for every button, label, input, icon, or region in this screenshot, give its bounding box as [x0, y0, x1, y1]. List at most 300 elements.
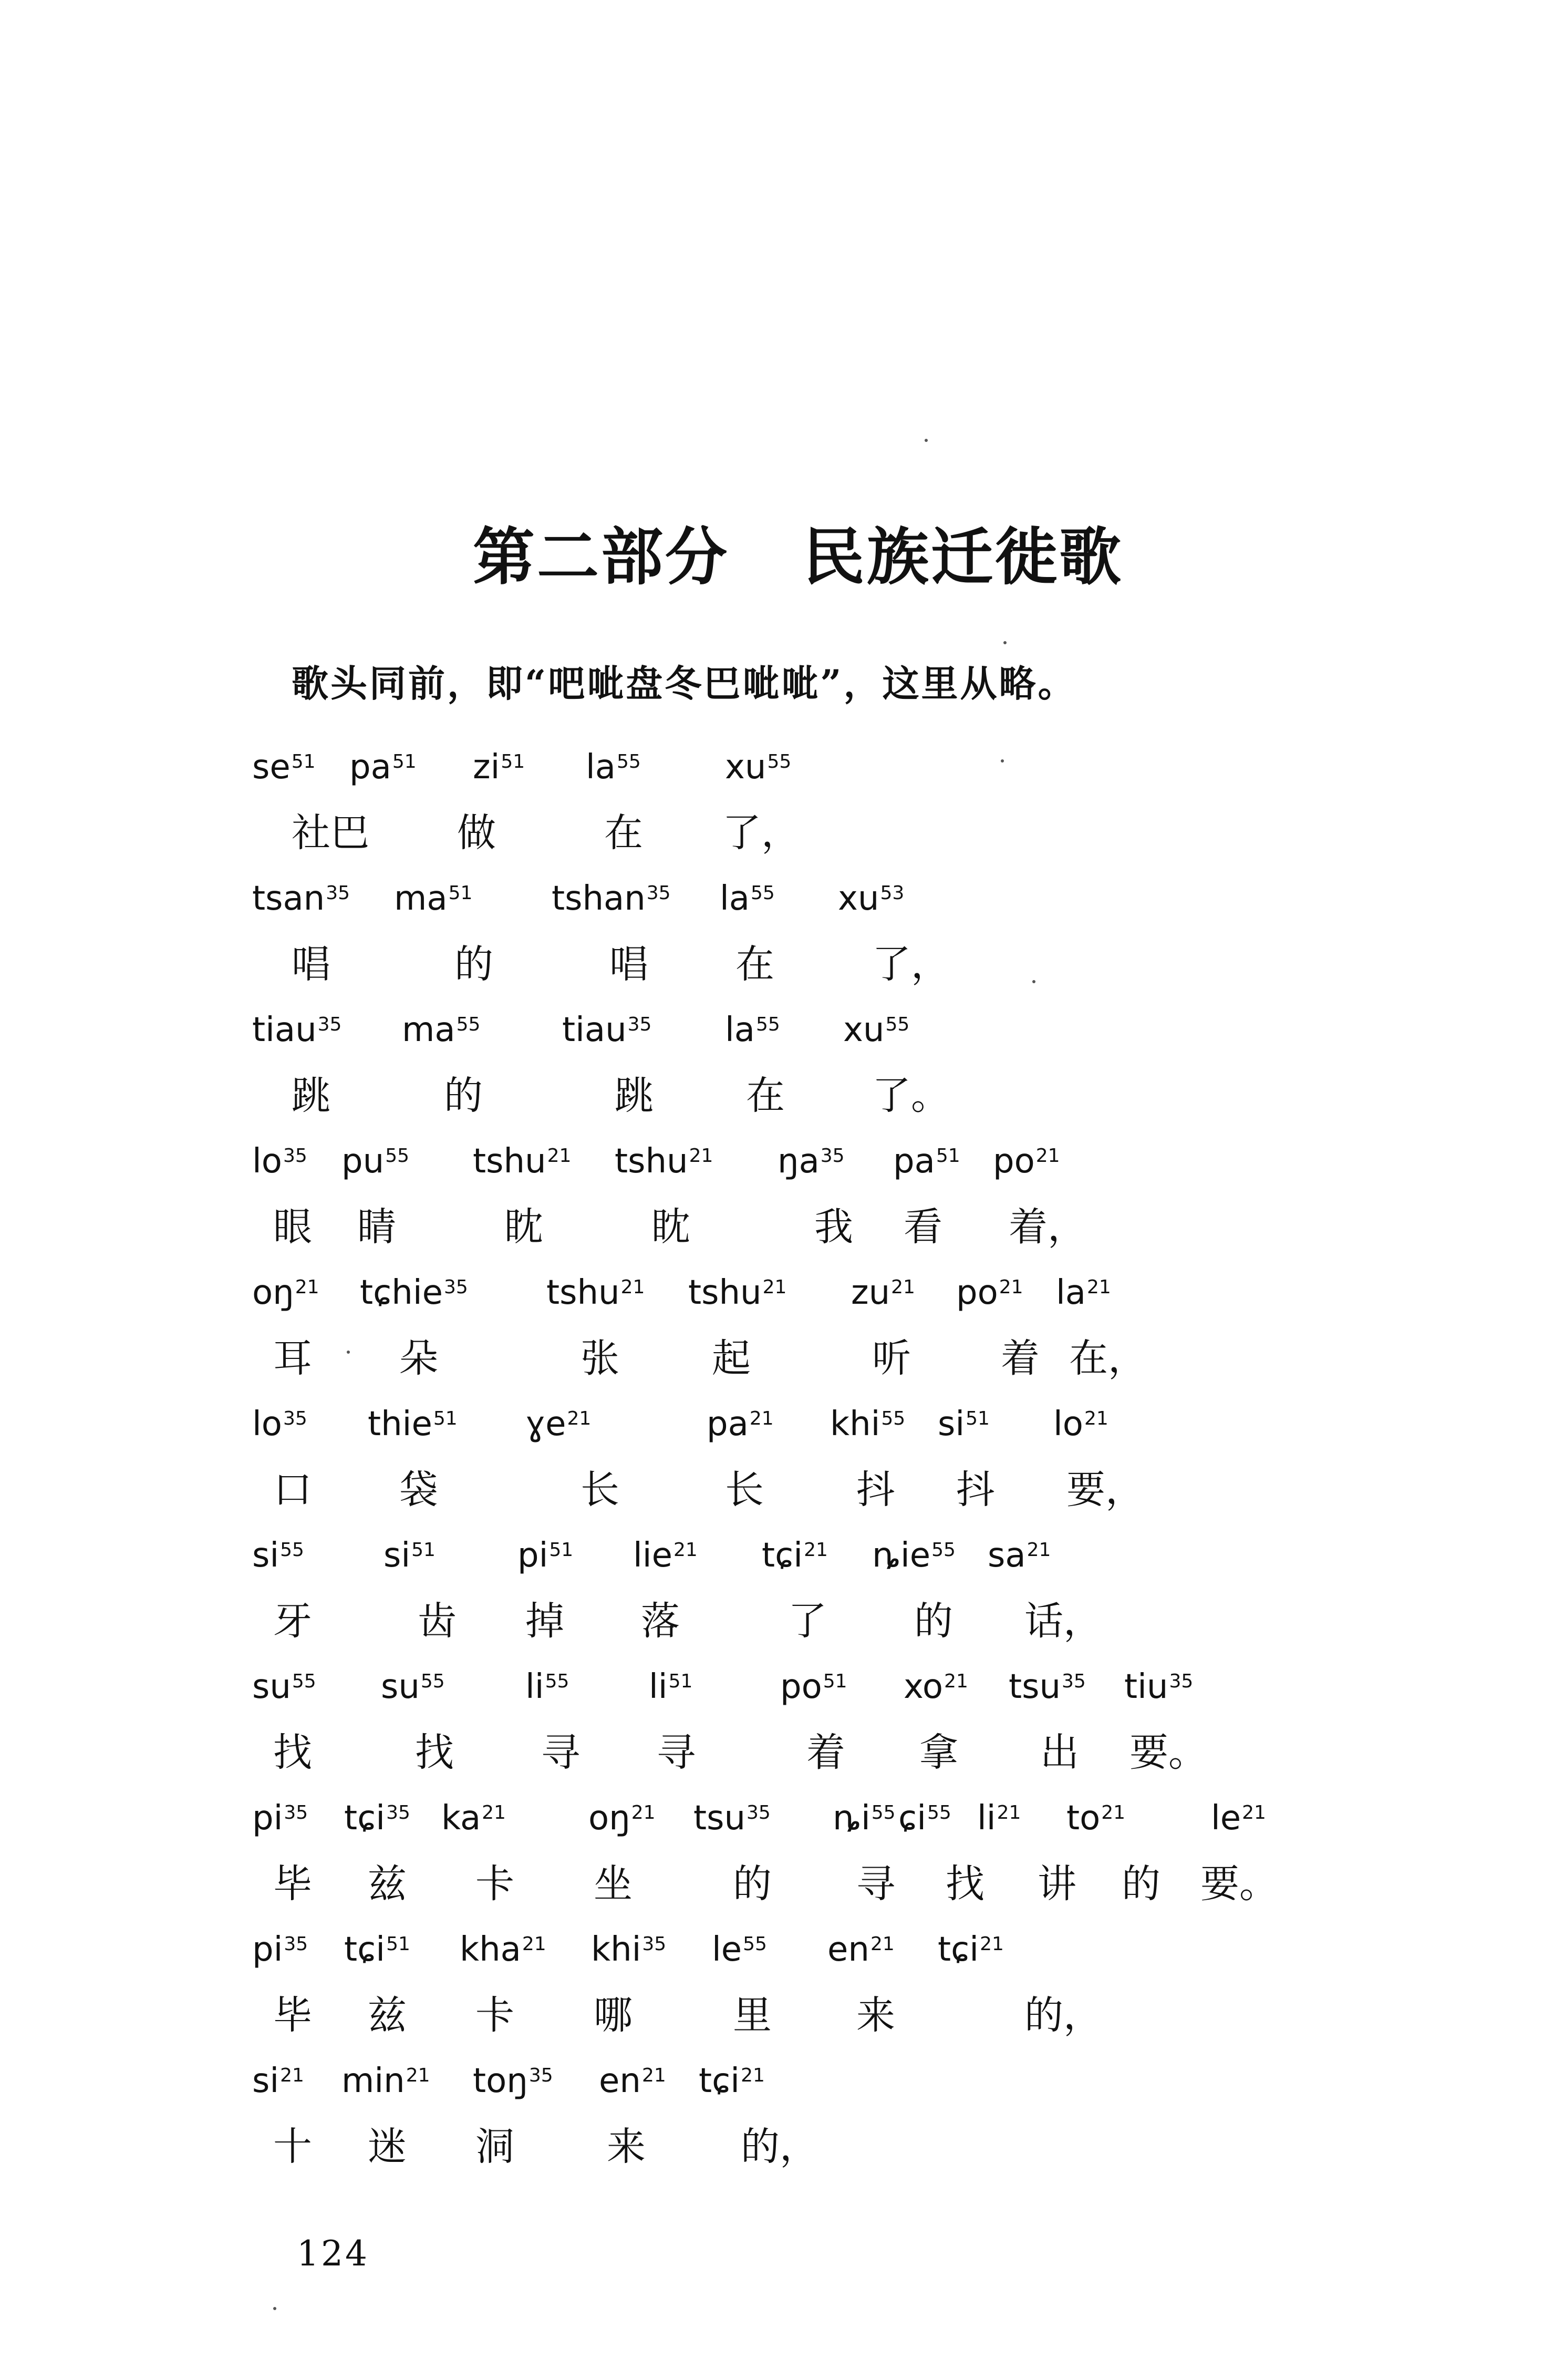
tone-number: 55	[280, 1539, 304, 1561]
chinese-gloss: 口	[273, 1467, 312, 1512]
chinese-gloss: 毕	[273, 1861, 312, 1907]
chinese-gloss: 寻	[856, 1861, 895, 1907]
syllable: ma	[394, 879, 448, 918]
tone-number: 35	[627, 1014, 652, 1035]
chinese-gloss: 在	[604, 810, 643, 856]
tone-number: 21	[280, 2065, 304, 2086]
romanization-token	[830, 1403, 905, 1445]
chinese-gloss: 牙	[273, 1599, 312, 1644]
romanization-token	[1124, 1666, 1193, 1708]
tone-number: 21	[944, 1671, 968, 1692]
tone-number: 35	[283, 1145, 307, 1167]
tone-number: 21	[1242, 1802, 1266, 1823]
syllable: kha	[460, 1930, 521, 1969]
syllable: su	[252, 1667, 291, 1706]
romanization-token	[252, 1009, 341, 1051]
romanization-token	[525, 1403, 591, 1445]
syllable: ȵi	[833, 1799, 870, 1838]
romanization-token	[1211, 1797, 1266, 1839]
romanization-token	[988, 1534, 1051, 1577]
chinese-gloss: 听	[872, 1336, 911, 1381]
tone-number: 21	[689, 1145, 713, 1167]
syllable: tshu	[615, 1142, 688, 1181]
chinese-gloss: 的	[454, 942, 493, 987]
tone-number: 55	[292, 1671, 316, 1692]
romanization-token	[525, 1666, 569, 1708]
intro-note: 歌头同前，即“吧呲盘冬巴呲呲”，这里从略。	[292, 662, 1077, 705]
romanization-token	[843, 1009, 909, 1051]
page-number: 124	[297, 2233, 369, 2274]
syllable: tiau	[252, 1011, 317, 1049]
tone-number: 51	[823, 1671, 847, 1692]
chinese-gloss: 寻	[657, 1730, 696, 1775]
romanization-token	[402, 1009, 480, 1051]
chinese-gloss: 卡	[475, 1993, 514, 2038]
romanization-token	[252, 2060, 304, 2102]
tone-number: 55	[931, 1539, 956, 1561]
romanization-token	[473, 2060, 553, 2102]
romanization-token	[341, 1140, 409, 1182]
print-speck	[1003, 641, 1007, 644]
romanization-token	[1056, 1272, 1111, 1314]
tone-number: 21	[1027, 1539, 1051, 1561]
title-part: 第二部分	[473, 520, 730, 593]
romanization-token	[1066, 1797, 1125, 1839]
romanization-token	[893, 1140, 960, 1182]
print-speck	[347, 1351, 350, 1354]
tone-number: 35	[283, 1408, 307, 1429]
chinese-gloss: 眼	[273, 1204, 312, 1250]
chinese-gloss: 了，	[872, 942, 950, 987]
chinese-gloss: 跳	[292, 1073, 330, 1118]
tone-number: 21	[741, 2065, 765, 2086]
syllable: pi	[517, 1536, 548, 1575]
tone-number: 21	[749, 1408, 774, 1429]
romanization-token	[344, 1797, 410, 1839]
romanization-token	[827, 1929, 895, 1971]
romanization-token	[384, 1534, 436, 1577]
romanization-token	[473, 1140, 571, 1182]
tone-number: 55	[385, 1145, 409, 1167]
romanization-token	[252, 1929, 308, 1971]
romanization-token	[898, 1797, 951, 1839]
syllable: min	[341, 2062, 405, 2100]
syllable: ȵie	[872, 1536, 931, 1575]
chinese-gloss: 眈	[651, 1204, 690, 1250]
chinese-gloss: 跳	[615, 1073, 654, 1118]
romanization-token	[938, 1929, 1004, 1971]
syllable: ɕi	[898, 1799, 926, 1838]
tone-number: 35	[284, 1802, 308, 1823]
chinese-gloss: 来	[856, 1993, 895, 2038]
tone-number: 35	[528, 2065, 553, 2086]
romanization-token	[872, 1534, 956, 1577]
romanization-token	[838, 878, 904, 920]
chinese-gloss: 做	[457, 810, 496, 856]
syllable: po	[780, 1667, 822, 1706]
romanization-token	[252, 1666, 316, 1708]
syllable: pu	[341, 1142, 385, 1181]
chinese-gloss: 睛	[357, 1204, 396, 1250]
romanization-token	[688, 1272, 786, 1314]
tone-number: 35	[444, 1276, 468, 1298]
chinese-gloss: 耳	[273, 1336, 312, 1381]
chinese-gloss: 要。	[1200, 1861, 1278, 1907]
tone-number: 21	[997, 1802, 1021, 1823]
tone-number: 51	[392, 751, 417, 772]
romanization-token	[780, 1666, 847, 1708]
tone-number: 55	[743, 1933, 767, 1955]
syllable: si	[384, 1536, 411, 1575]
syllable: thie	[368, 1405, 432, 1444]
romanization-token	[546, 1272, 645, 1314]
tone-number: 51	[291, 751, 316, 772]
romanization-token	[252, 1534, 304, 1577]
tone-number: 51	[411, 1539, 436, 1561]
tone-number: 55	[871, 1802, 896, 1823]
romanization-token	[394, 878, 472, 920]
tone-number: 51	[386, 1933, 410, 1955]
tone-number: 21	[673, 1539, 698, 1561]
chinese-gloss: 话，	[1024, 1599, 1102, 1644]
romanization-token	[720, 878, 775, 920]
syllable: su	[381, 1667, 420, 1706]
syllable: pi	[252, 1799, 283, 1838]
syllable: pa	[349, 748, 391, 787]
syllable: tɕi	[344, 1930, 386, 1969]
syllable: lo	[1053, 1405, 1083, 1444]
syllable: oŋ	[252, 1273, 294, 1312]
print-speck	[1032, 980, 1035, 983]
chinese-gloss: 掉	[525, 1599, 564, 1644]
syllable: si	[938, 1405, 965, 1444]
chinese-gloss: 长	[725, 1467, 764, 1512]
romanization-token	[252, 1797, 308, 1839]
romanization-token	[360, 1272, 468, 1314]
tone-number: 21	[762, 1276, 787, 1298]
romanization-token	[460, 1929, 546, 1971]
tone-number: 21	[482, 1802, 506, 1823]
romanization-token	[441, 1797, 506, 1839]
romanization-token	[649, 1666, 692, 1708]
syllable: en	[827, 1930, 869, 1969]
syllable: toŋ	[473, 2062, 528, 2100]
chinese-gloss: 长	[581, 1467, 619, 1512]
tone-number: 55	[545, 1671, 569, 1692]
chinese-gloss: 抖	[956, 1467, 995, 1512]
chinese-gloss: 落	[641, 1599, 680, 1644]
syllable: se	[252, 748, 291, 787]
tone-number: 51	[936, 1145, 960, 1167]
romanization-token	[588, 1797, 656, 1839]
syllable: tɕi	[938, 1930, 979, 1969]
romanization-token	[778, 1140, 845, 1182]
tone-number: 51	[549, 1539, 574, 1561]
tone-number: 21	[522, 1933, 546, 1955]
romanization-token	[381, 1666, 445, 1708]
syllable: lo	[252, 1405, 282, 1444]
romanization-token	[344, 1929, 410, 1971]
syllable: tɕi	[762, 1536, 803, 1575]
romanization-token	[252, 1403, 307, 1445]
syllable: la	[725, 1011, 755, 1049]
syllable: tshu	[473, 1142, 546, 1181]
tone-number: 55	[617, 751, 641, 772]
chinese-gloss: 哪	[594, 1993, 633, 2038]
syllable: li	[525, 1667, 544, 1706]
romanization-token	[851, 1272, 915, 1314]
chinese-gloss: 齿	[418, 1599, 457, 1644]
chinese-gloss: 兹	[368, 1861, 407, 1907]
syllable: la	[586, 748, 616, 787]
tone-number: 55	[885, 1014, 910, 1035]
chinese-gloss: 着	[806, 1730, 845, 1775]
romanization-token	[977, 1797, 1021, 1839]
syllable: zu	[851, 1273, 890, 1312]
syllable: li	[977, 1799, 996, 1838]
romanization-token	[252, 1140, 307, 1182]
romanization-token	[591, 1929, 666, 1971]
syllable: tshu	[546, 1273, 620, 1312]
chinese-gloss: 的	[1122, 1861, 1160, 1907]
tone-number: 35	[326, 882, 350, 904]
syllable: khi	[591, 1930, 641, 1969]
chinese-gloss: 着，	[1009, 1204, 1086, 1250]
tone-number: 35	[747, 1802, 771, 1823]
tone-number: 55	[420, 1671, 445, 1692]
chinese-gloss: 找	[273, 1730, 312, 1775]
romanization-token	[341, 2060, 430, 2102]
syllable: to	[1066, 1799, 1101, 1838]
tone-number: 55	[881, 1408, 906, 1429]
tone-number: 35	[284, 1933, 308, 1955]
chinese-gloss: 唱	[609, 942, 648, 987]
syllable: xu	[843, 1011, 885, 1049]
tone-number: 55	[456, 1014, 481, 1035]
print-speck	[1001, 759, 1004, 763]
chinese-gloss: 眈	[504, 1204, 543, 1250]
romanization-token	[552, 878, 671, 920]
syllable: xo	[904, 1667, 944, 1706]
tone-number: 21	[567, 1408, 592, 1429]
chinese-gloss: 十	[273, 2124, 312, 2169]
syllable: pa	[893, 1142, 935, 1181]
chinese-gloss: 讲	[1038, 1861, 1076, 1907]
chinese-gloss: 朵	[399, 1336, 438, 1381]
romanization-token	[707, 1403, 774, 1445]
romanization-token	[699, 2060, 765, 2102]
chinese-gloss: 来	[607, 2124, 646, 2169]
chinese-gloss: 要。	[1129, 1730, 1207, 1775]
romanization-token	[633, 1534, 698, 1577]
syllable: si	[252, 2062, 279, 2100]
tone-number: 35	[1169, 1671, 1194, 1692]
chinese-gloss: 张	[581, 1336, 619, 1381]
chinese-gloss: 的	[914, 1599, 953, 1644]
chinese-gloss: 迷	[368, 2124, 407, 2169]
syllable: si	[252, 1536, 279, 1575]
syllable: la	[720, 879, 750, 918]
chinese-gloss: 坐	[594, 1861, 633, 1907]
syllable: sa	[988, 1536, 1026, 1575]
chinese-gloss: 袋	[399, 1467, 438, 1512]
tone-number: 51	[501, 751, 525, 772]
syllable: xu	[725, 748, 766, 787]
chinese-gloss: 寻	[541, 1730, 580, 1775]
chinese-gloss: 我	[814, 1204, 853, 1250]
syllable: la	[1056, 1273, 1086, 1312]
tone-number: 21	[631, 1802, 656, 1823]
romanization-token	[586, 746, 641, 788]
romanization-token	[615, 1140, 713, 1182]
romanization-token	[712, 1929, 767, 1971]
tone-number: 51	[668, 1671, 693, 1692]
romanization-token	[993, 1140, 1060, 1182]
syllable: khi	[830, 1405, 880, 1444]
print-speck	[273, 2307, 276, 2310]
chinese-gloss: 毕	[273, 1993, 312, 2038]
romanization-token	[252, 1272, 319, 1314]
chinese-gloss: 社巴	[292, 810, 369, 856]
chinese-gloss: 的	[733, 1861, 772, 1907]
romanization-token	[1053, 1403, 1108, 1445]
syllable: tɕhie	[360, 1273, 443, 1312]
tone-number: 51	[433, 1408, 458, 1429]
chinese-gloss: 洞	[475, 2124, 514, 2169]
syllable: tsu	[1009, 1667, 1061, 1706]
chinese-gloss: 的	[444, 1073, 483, 1118]
romanization-token	[725, 1009, 780, 1051]
romanization-token	[1009, 1666, 1086, 1708]
syllable: ma	[402, 1011, 455, 1049]
romanization-token	[693, 1797, 771, 1839]
romanization-token	[956, 1272, 1023, 1314]
syllable: tiau	[562, 1011, 627, 1049]
chinese-gloss: 起	[712, 1336, 751, 1381]
chinese-gloss: 了。	[872, 1073, 950, 1118]
romanization-token	[938, 1403, 990, 1445]
syllable: le	[1211, 1799, 1241, 1838]
tone-number: 21	[804, 1539, 828, 1561]
chinese-gloss: 的，	[741, 2124, 818, 2169]
chinese-gloss: 的，	[1024, 1993, 1102, 2038]
tone-number: 35	[317, 1014, 342, 1035]
chinese-gloss: 里	[733, 1993, 772, 2038]
romanization-token	[833, 1797, 896, 1839]
syllable: tsan	[252, 879, 325, 918]
chinese-gloss: 在	[735, 942, 774, 987]
chinese-gloss: 卡	[475, 1861, 514, 1907]
tone-number: 51	[966, 1408, 990, 1429]
syllable: po	[993, 1142, 1035, 1181]
syllable: ŋa	[778, 1142, 820, 1181]
syllable: zi	[473, 748, 500, 787]
tone-number: 21	[547, 1145, 572, 1167]
romanization-token	[349, 746, 417, 788]
chinese-gloss: 出	[1040, 1730, 1079, 1775]
chinese-gloss: 抖	[856, 1467, 895, 1512]
syllable: tɕi	[699, 2062, 740, 2100]
syllable: tɕi	[344, 1799, 386, 1838]
tone-number: 21	[1101, 1802, 1126, 1823]
romanization-token	[904, 1666, 968, 1708]
tone-number: 21	[999, 1276, 1023, 1298]
chinese-gloss: 找	[946, 1861, 984, 1907]
tone-number: 35	[820, 1145, 845, 1167]
syllable: ka	[441, 1799, 481, 1838]
chinese-gloss: 拿	[919, 1730, 958, 1775]
tone-number: 21	[641, 2065, 666, 2086]
page-title	[473, 507, 1156, 596]
romanization-token	[562, 1009, 651, 1051]
syllable: xu	[838, 879, 879, 918]
tone-number: 21	[1035, 1145, 1060, 1167]
romanization-token	[368, 1403, 458, 1445]
tone-number: 21	[980, 1933, 1004, 1955]
syllable: lo	[252, 1142, 282, 1181]
syllable: tshan	[552, 879, 646, 918]
chinese-gloss: 了	[788, 1599, 827, 1644]
tone-number: 55	[756, 1014, 780, 1035]
tone-number: 21	[870, 1933, 895, 1955]
tone-number: 21	[1084, 1408, 1108, 1429]
syllable: tshu	[688, 1273, 762, 1312]
chinese-gloss: 了，	[722, 810, 800, 856]
tone-number: 55	[927, 1802, 951, 1823]
tone-number: 53	[880, 882, 905, 904]
chinese-gloss: 找	[415, 1730, 454, 1775]
chinese-gloss: 着	[1001, 1336, 1040, 1381]
chinese-gloss: 在，	[1069, 1336, 1147, 1381]
tone-number: 35	[646, 882, 671, 904]
tone-number: 21	[891, 1276, 915, 1298]
tone-number: 55	[767, 751, 792, 772]
tone-number: 21	[295, 1276, 319, 1298]
tone-number: 21	[1087, 1276, 1111, 1298]
chinese-gloss: 要，	[1066, 1467, 1144, 1512]
syllable: tiu	[1124, 1667, 1168, 1706]
romanization-token	[252, 878, 350, 920]
syllable: pi	[252, 1930, 283, 1969]
chinese-gloss: 唱	[292, 942, 330, 987]
tone-number: 55	[751, 882, 775, 904]
romanization-token	[599, 2060, 666, 2102]
syllable: ɣe	[525, 1405, 566, 1444]
romanization-token	[517, 1534, 573, 1577]
tone-number: 51	[448, 882, 473, 904]
tone-number: 35	[642, 1933, 667, 1955]
syllable: pa	[707, 1405, 749, 1444]
syllable: en	[599, 2062, 641, 2100]
syllable: oŋ	[588, 1799, 630, 1838]
romanization-token	[762, 1534, 828, 1577]
syllable: po	[956, 1273, 998, 1312]
chinese-gloss: 兹	[368, 1993, 407, 2038]
chinese-gloss: 在	[746, 1073, 785, 1118]
syllable: li	[649, 1667, 668, 1706]
romanization-token	[725, 746, 791, 788]
syllable: tsu	[693, 1799, 745, 1838]
romanization-token	[473, 746, 525, 788]
syllable: lie	[633, 1536, 672, 1575]
tone-number: 21	[620, 1276, 645, 1298]
chinese-gloss: 看	[904, 1204, 942, 1250]
syllable: le	[712, 1930, 742, 1969]
print-speck	[925, 439, 928, 442]
tone-number: 35	[386, 1802, 410, 1823]
title-name: 民族迁徙歌	[803, 520, 1124, 593]
romanization-token	[252, 746, 316, 788]
